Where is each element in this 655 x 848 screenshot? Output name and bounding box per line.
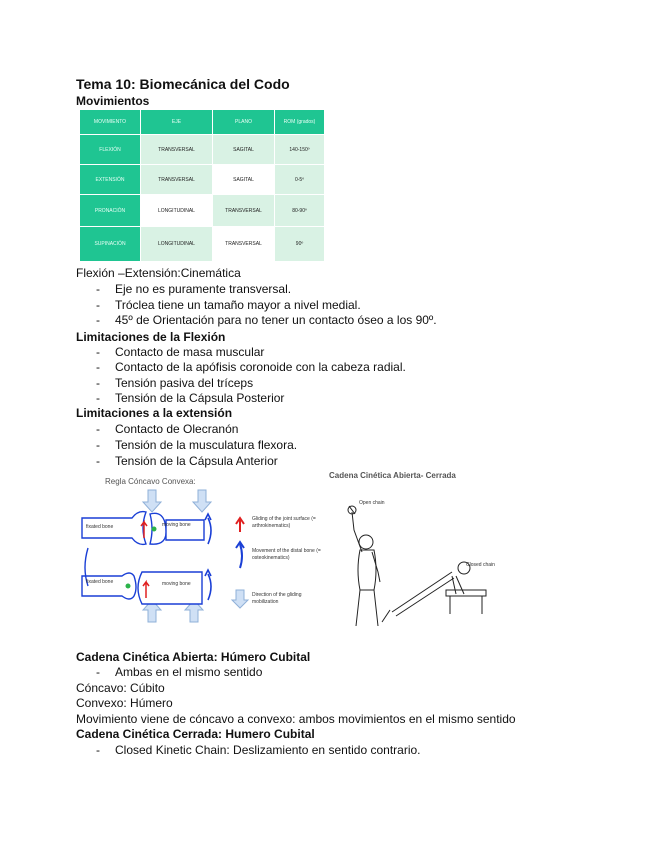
table-cell: TRANSVERSAL: [213, 227, 275, 262]
table-cell: LONGITUDINAL: [141, 227, 213, 262]
kinetic-chain-title: Cadena Cinética Abierta- Cerrada: [329, 471, 456, 480]
table-cell: SUPINACIÓN: [80, 227, 141, 262]
legend-gliding: Gliding of the joint surface (= arthrokinematics): [252, 516, 316, 529]
convexo-line: Convexo: Húmero: [76, 696, 173, 710]
movimiento-line: Movimiento viene de cóncavo a convexo: ambos movimientos en el mismo sentido: [76, 712, 516, 726]
table-cell: 0-5º: [275, 165, 325, 195]
moving-bone-label: moving bone: [162, 581, 191, 587]
table-cell: TRANSVERSAL: [141, 165, 213, 195]
table-header-cell: EJE: [141, 110, 213, 135]
table-cell: SAGITAL: [213, 165, 275, 195]
table-cell: PRONACIÓN: [80, 195, 141, 227]
fixed-bone-label: fixated bone: [86, 579, 114, 585]
table-cell: 80-90º: [275, 195, 325, 227]
movimientos-heading: Movimientos: [76, 94, 150, 108]
open-chain-label: Open chain: [359, 500, 385, 506]
concave-convex-title: Regla Cóncavo Convexa:: [105, 477, 196, 486]
abierta-heading: Cadena Cinética Abierta: Húmero Cubital: [76, 650, 311, 664]
table-cell: LONGITUDINAL: [141, 195, 213, 227]
moving-bone-label: moving bone: [162, 522, 191, 528]
kinetic-chain-figure: [330, 490, 500, 630]
cinematica-heading: Flexión –Extensión:Cinemática: [76, 266, 241, 280]
page-title: Tema 10: Biomecánica del Codo: [76, 76, 290, 92]
legend-movement: Movement of the distal bone (= osteokinematics): [252, 548, 321, 561]
table-cell: TRANSVERSAL: [141, 135, 213, 165]
table-cell: SAGITAL: [213, 135, 275, 165]
table-cell: TRANSVERSAL: [213, 195, 275, 227]
closed-chain-label: Closed chain: [466, 562, 495, 568]
table-header-cell: PLANO: [213, 110, 275, 135]
table-cell: 90º: [275, 227, 325, 262]
table-cell: FLEXIÓN: [80, 135, 141, 165]
cerrada-heading: Cadena Cinética Cerrada: Humero Cubital: [76, 727, 315, 741]
concavo-line: Cóncavo: Cúbito: [76, 681, 165, 695]
movements-table: [80, 110, 325, 262]
lim-flexion-heading: Limitaciones de la Flexión: [76, 330, 226, 344]
legend-direction: Direction of the gliding mobilization: [252, 592, 302, 605]
fixed-bone-label: fixated bone: [86, 524, 114, 530]
table-header-cell: MOVIMIENTO: [80, 110, 141, 135]
table-cell: 140-150º: [275, 135, 325, 165]
table-header-cell: ROM (grados): [275, 110, 325, 135]
table-cell: EXTENSIÓN: [80, 165, 141, 195]
lim-extension-heading: Limitaciones a la extensión: [76, 406, 233, 420]
